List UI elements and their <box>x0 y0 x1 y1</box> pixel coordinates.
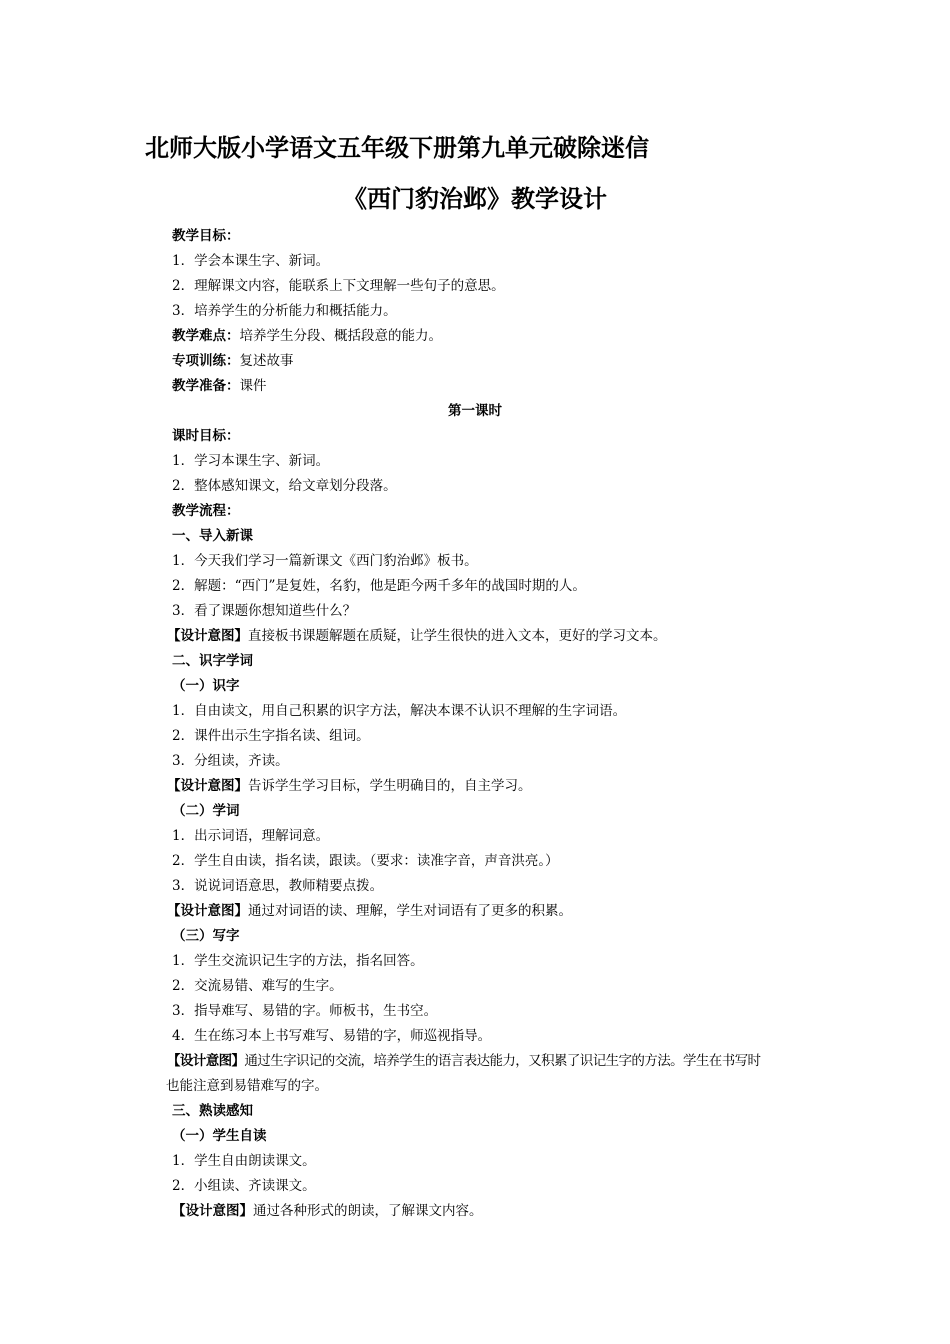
intent-text: 通过对词语的读、理解，学生对词语有了更多的积累。 <box>248 903 572 919</box>
lesson-goals-heading: 课时目标： <box>172 428 240 444</box>
part2-sub3-item: 4．生在练习本上书写难写、易错的字，师巡视指导。 <box>172 1028 492 1044</box>
part2-sub2-heading: （二）学词 <box>172 803 240 819</box>
part2-sub3-item: 2．交流易错、难写的生字。 <box>172 978 343 994</box>
part3-heading: 三、熟读感知 <box>172 1103 253 1119</box>
document-title-line2: 《西门豹治邺》教学设计 <box>343 185 607 213</box>
intent-text: 直接板书课题解题在质疑，让学生很快的进入文本，更好的学习文本。 <box>248 628 667 644</box>
intent-text: 告诉学生学习目标，学生明确目的，自主学习。 <box>248 778 532 794</box>
difficulty-line <box>172 324 812 349</box>
training-text: 复述故事 <box>239 353 294 369</box>
intent-label: 【设计意图】 <box>172 1203 253 1219</box>
part3-sub1-heading: （一）学生自读 <box>172 1128 267 1144</box>
goal-item: 1．学会本课生字、新词。 <box>172 253 330 269</box>
lesson-heading: 第一课时 <box>448 403 502 419</box>
part2-sub1-item: 1．自由读文，用自己积累的识字方法，解决本课不认识不理解的生字词语。 <box>172 703 627 719</box>
preparation-text: 课件 <box>239 378 267 394</box>
part3-sub1-item: 2．小组读、齐读课文。 <box>172 1178 316 1194</box>
process-heading: 教学流程： <box>172 503 240 519</box>
part1-intent <box>167 624 812 649</box>
goals-heading: 教学目标： <box>172 228 240 244</box>
intent-text: 通过各种形式的朗读，了解课文内容。 <box>253 1203 483 1219</box>
part2-sub1-intent <box>167 774 812 799</box>
part2-sub2-item: 3．说说词语意思，教师精要点拨。 <box>172 878 384 894</box>
part1-item: 3．看了课题你想知道些什么？ <box>172 603 357 619</box>
difficulty-text: 培养学生分段、概括段意的能力。 <box>239 328 442 344</box>
part2-sub2-item: 1．出示词语，理解词意。 <box>172 828 330 844</box>
part1-item: 2．解题：“西门”是复姓，名豹，他是距今两千多年的战国时期的人。 <box>172 578 586 594</box>
training-label: 专项训练： <box>172 353 240 369</box>
part3-sub1-item: 1．学生自由朗读课文。 <box>172 1153 316 1169</box>
training-line <box>172 349 812 374</box>
part2-sub1-item: 3．分组读，齐读。 <box>172 753 289 769</box>
goal-item: 3．培养学生的分析能力和概括能力。 <box>172 303 397 319</box>
part2-sub2-intent <box>167 899 812 924</box>
difficulty-label: 教学难点： <box>172 328 240 344</box>
part3-sub1-intent <box>172 1199 812 1224</box>
lesson-goal-item: 1．学习本课生字、新词。 <box>172 453 330 469</box>
document-body <box>166 224 812 1224</box>
part2-sub3-intent-cont: 也能注意到易错难写的字。 <box>166 1078 328 1094</box>
intent-text: 通过生字识记的交流，培养学生的语言表达能力，又积累了识记生字的方法。学生在书写时 <box>244 1053 761 1069</box>
preparation-label: 教学准备： <box>172 378 240 394</box>
part2-sub3-item: 3．指导难写、易错的字。师板书，生书空。 <box>172 1003 438 1019</box>
part1-item: 1．今天我们学习一篇新课文《西门豹治邺》板书。 <box>172 553 478 569</box>
lesson-goal-item: 2．整体感知课文，给文章划分段落。 <box>172 478 397 494</box>
part1-heading: 一、导入新课 <box>172 528 253 544</box>
document-title-line1: 北师大版小学语文五年级下册第九单元破除迷信 <box>145 134 649 162</box>
part2-sub1-heading: （一）识字 <box>172 678 240 694</box>
intent-label: 【设计意图】 <box>167 903 248 919</box>
part2-sub3-item: 1．学生交流识记生字的方法，指名回答。 <box>172 953 424 969</box>
intent-label: 【设计意图】 <box>167 778 248 794</box>
preparation-line <box>172 374 812 399</box>
part2-sub3-heading: （三）写字 <box>172 928 240 944</box>
part2-sub1-item: 2．课件出示生字指名读、组词。 <box>172 728 370 744</box>
part2-sub3-intent <box>167 1049 812 1074</box>
intent-label: 【设计意图】 <box>167 628 248 644</box>
part2-sub2-item: 2．学生自由读，指名读，跟读。（要求：读准字音，声音洪亮。） <box>172 853 559 869</box>
goal-item: 2．理解课文内容，能联系上下文理解一些句子的意思。 <box>172 278 505 294</box>
part2-heading: 二、识字学词 <box>172 653 253 669</box>
intent-label: 【设计意图】 <box>167 1053 245 1069</box>
